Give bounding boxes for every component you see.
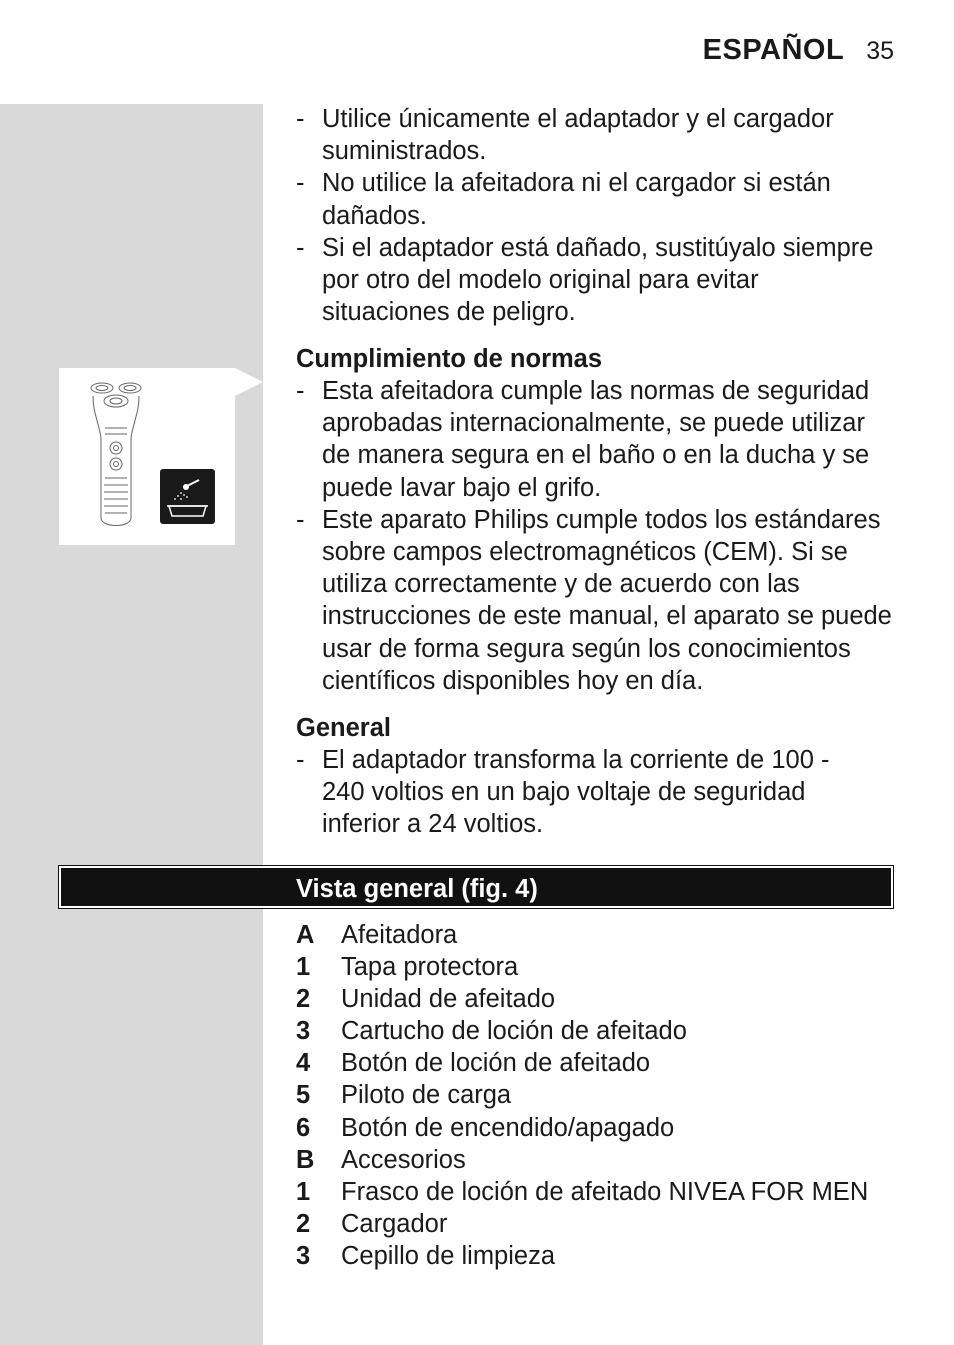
list-item: 4 Botón de loción de afeitado — [296, 1049, 651, 1078]
list-item: 3 Cartucho de loción de afeitado — [296, 1017, 687, 1046]
figure-panel — [59, 368, 235, 545]
section-heading: General — [296, 714, 391, 742]
page-number: 35 — [866, 37, 894, 65]
list-item: 1 Frasco de loción de afeitado NIVEA FOR MEN — [296, 1177, 869, 1206]
list-item: 6 Botón de encendido/apagado — [296, 1113, 675, 1142]
section-heading: Cumplimiento de normas — [296, 345, 603, 373]
list-item: - Utilice únicamente el adaptador y el cargador suministrados. — [296, 105, 834, 166]
section-title: Vista general (fig. 4) — [296, 875, 538, 903]
list-item: - El adaptador transforma la corriente de 100 - 240 voltios en un bajo voltaje de seguridad inferior a 24 voltios. — [296, 746, 830, 839]
shaver-illustration-icon — [59, 368, 235, 545]
list-item: - Esta afeitadora cumple las normas de seguridad aprobadas internacionalmente, se puede utilizar de manera segura en el baño o en la ducha y se puede lavar bajo el grifo. — [296, 377, 870, 502]
list-item: 2 Cargador — [296, 1209, 448, 1238]
page-header — [703, 34, 894, 74]
safety-bullets — [296, 103, 896, 328]
list-item: 1 Tapa protectora — [296, 953, 519, 982]
shower-bath-icon — [160, 469, 215, 524]
list-item: - Este aparato Philips cumple todos los estándares sobre campos electromagnéticos (CEM). Si se utiliza correctamente y de acuerdo con las instrucciones de este manual, el aparato se puede usar de forma segura según los conocimientos científicos disponibles hoy en día. — [296, 505, 892, 695]
parts-list — [296, 919, 868, 1272]
list-item: B Accesorios — [296, 1145, 466, 1174]
list-item: A Afeitadora — [296, 921, 458, 949]
page-sidebar — [0, 104, 263, 1345]
list-item: 5 Piloto de carga — [296, 1081, 512, 1110]
list-item: 2 Unidad de afeitado — [296, 985, 556, 1014]
list-item: 3 Cepillo de limpieza — [296, 1241, 556, 1270]
language-label: ESPAÑOL — [702, 34, 845, 66]
list-item: - Si el adaptador está dañado, sustitúyalo siempre por otro del modelo original para evitar situaciones de peligro. — [296, 233, 874, 327]
figure-pointer — [235, 368, 263, 396]
compliance-section — [296, 343, 892, 697]
section-bar — [59, 866, 893, 908]
list-item: - No utilice la afeitadora ni el cargador si están dañados. — [296, 169, 831, 230]
general-section — [296, 712, 836, 841]
